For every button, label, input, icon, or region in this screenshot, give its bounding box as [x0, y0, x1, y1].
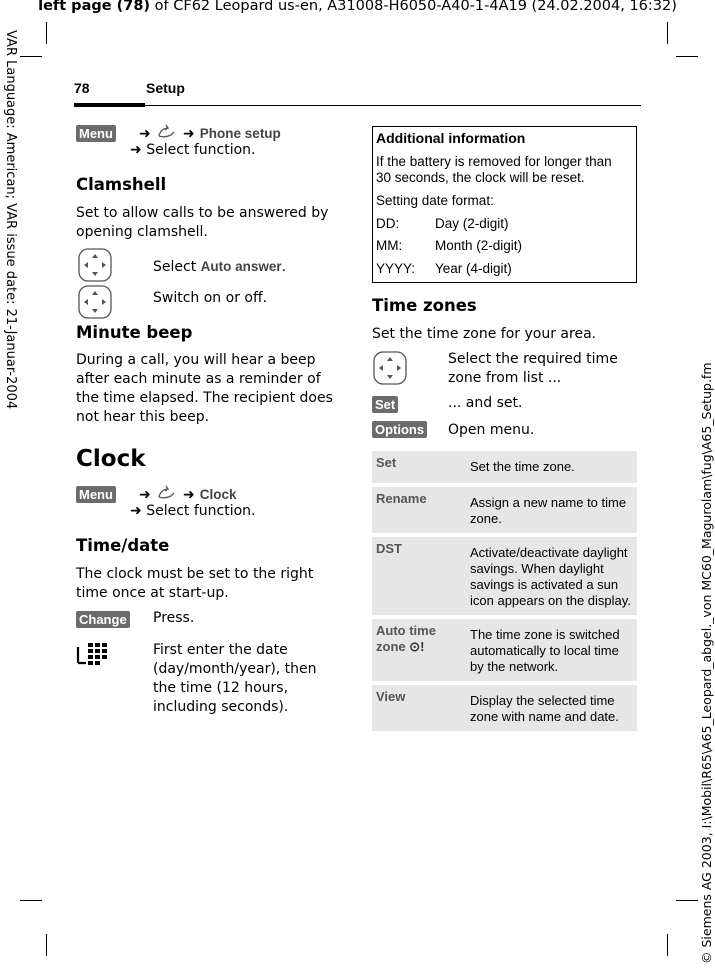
navigation-key-icon: [78, 285, 112, 319]
time-zones-heading: Time zones: [372, 296, 477, 315]
set-softkey[interactable]: Set: [372, 396, 398, 413]
crop-mark: [676, 56, 698, 57]
step-press: Press.: [153, 610, 195, 626]
option-rename: Rename: [372, 487, 466, 533]
nav-next-step: ➜ Select function.: [130, 503, 256, 519]
page-number: 78: [74, 80, 90, 96]
time-date-text: The clock must be set to the right time once at start-up.: [76, 566, 314, 601]
option-dst: DST: [372, 537, 466, 615]
options-softkey[interactable]: Options: [372, 421, 427, 438]
step-select-auto-answer: Select Auto answer.: [153, 259, 287, 275]
table-row: [372, 451, 637, 483]
additional-information-box: [372, 126, 637, 283]
nav-item-phone-setup: Phone setup: [199, 126, 281, 141]
minute-beep-heading: Minute beep: [76, 323, 193, 342]
arrow-icon: ➜: [130, 142, 142, 158]
time-zone-options-table: [372, 447, 637, 735]
info-text: If the battery is removed for longer than 30 seconds, the clock will be reset.: [376, 154, 612, 185]
option-set: Set: [372, 451, 466, 483]
table-row: [372, 487, 637, 533]
clamshell-heading: Clamshell: [76, 175, 167, 194]
arrow-icon: ➜: [182, 487, 195, 503]
arrow-icon: ➜: [139, 487, 151, 503]
keypad-icon: [76, 641, 108, 667]
table-row: [372, 685, 637, 731]
crop-mark: [20, 56, 42, 57]
option-description: Activate/deactivate daylight savings. When daylight savings is activated a sun icon appears on the display.: [466, 537, 637, 615]
option-description: Set the time zone.: [466, 451, 637, 483]
crop-mark: [20, 900, 42, 901]
clamshell-text: Set to allow calls to be answered by opening clamshell.: [76, 205, 329, 240]
crop-mark: [667, 22, 668, 44]
change-softkey[interactable]: Change: [76, 611, 130, 628]
print-header: left page (78) of CF62 Leopard us-en, A31008-H6050-A40-1-4A19 (24.02.2004, 16:32): [38, 0, 677, 14]
info-row-mm: MM: Month (2-digit): [376, 238, 523, 253]
navigation-key-icon: [373, 351, 407, 385]
option-description: The time zone is switched automatically to local time by the network.: [466, 619, 637, 681]
step-open-menu: Open menu.: [448, 422, 535, 438]
option-description: Assign a new name to time zone.: [466, 487, 637, 533]
minute-beep-text: During a call, you will hear a beep after each minute as a reminder of the time elapsed. The recipient does not hear this beep.: [76, 352, 333, 425]
crop-mark: [46, 934, 47, 956]
info-row-yyyy: YYYY: Year (4-digit): [376, 261, 512, 276]
set-softkey-wrap: [372, 394, 398, 413]
info-title: Additional information: [376, 130, 526, 146]
option-description: Display the selected time zone with name and date.: [466, 685, 637, 731]
side-text-left: VAR Language: American; VAR issue date: 21-Januar-2004: [3, 30, 18, 410]
step-select-time-zone: Select the required time zone from list ...: [448, 351, 618, 386]
header-rule-bold: [74, 103, 145, 107]
step-switch-on-off: Switch on or off.: [153, 290, 268, 306]
clock-heading: Clock: [76, 446, 146, 472]
arrow-icon: ➜: [139, 126, 151, 142]
table-row: [372, 537, 637, 615]
clock-net-icon: ⊙!: [409, 639, 425, 654]
menu-softkey[interactable]: Menu: [76, 486, 116, 503]
option-view: View: [372, 685, 466, 731]
crop-mark: [676, 900, 698, 901]
crop-mark: [667, 934, 668, 956]
step-enter-date: First enter the date (day/month/year), then the time (12 hours, including seconds).: [153, 642, 317, 715]
side-text-right: © Siemens AG 2003, I:\Mobil\R65\A65_Leopard_abgel._von MC60_Magurolam\fug\A65_Setup.fm: [699, 362, 714, 964]
navigation-key-icon: [78, 248, 112, 282]
menu-softkey[interactable]: Menu: [76, 125, 116, 142]
change-softkey-wrap: [76, 609, 130, 628]
nav-item-clock: Clock: [199, 487, 237, 502]
arrow-icon: ➜: [182, 126, 195, 142]
nav-next-step: ➜ Select function.: [130, 142, 256, 158]
time-zones-text: Set the time zone for your area.: [372, 326, 597, 342]
header-rule: [74, 105, 641, 106]
info-date-format-label: Setting date format:: [376, 193, 494, 208]
option-auto-time-zone: Auto time zone ⊙!: [372, 619, 466, 681]
arrow-icon: ➜: [130, 503, 142, 519]
page-title: Setup: [146, 80, 185, 96]
step-and-set: ... and set.: [448, 395, 523, 411]
table-row: [372, 619, 637, 681]
options-softkey-wrap: [372, 419, 427, 438]
info-row-dd: DD: Day (2-digit): [376, 216, 509, 231]
crop-mark: [46, 22, 47, 44]
time-date-heading: Time/date: [76, 536, 170, 555]
